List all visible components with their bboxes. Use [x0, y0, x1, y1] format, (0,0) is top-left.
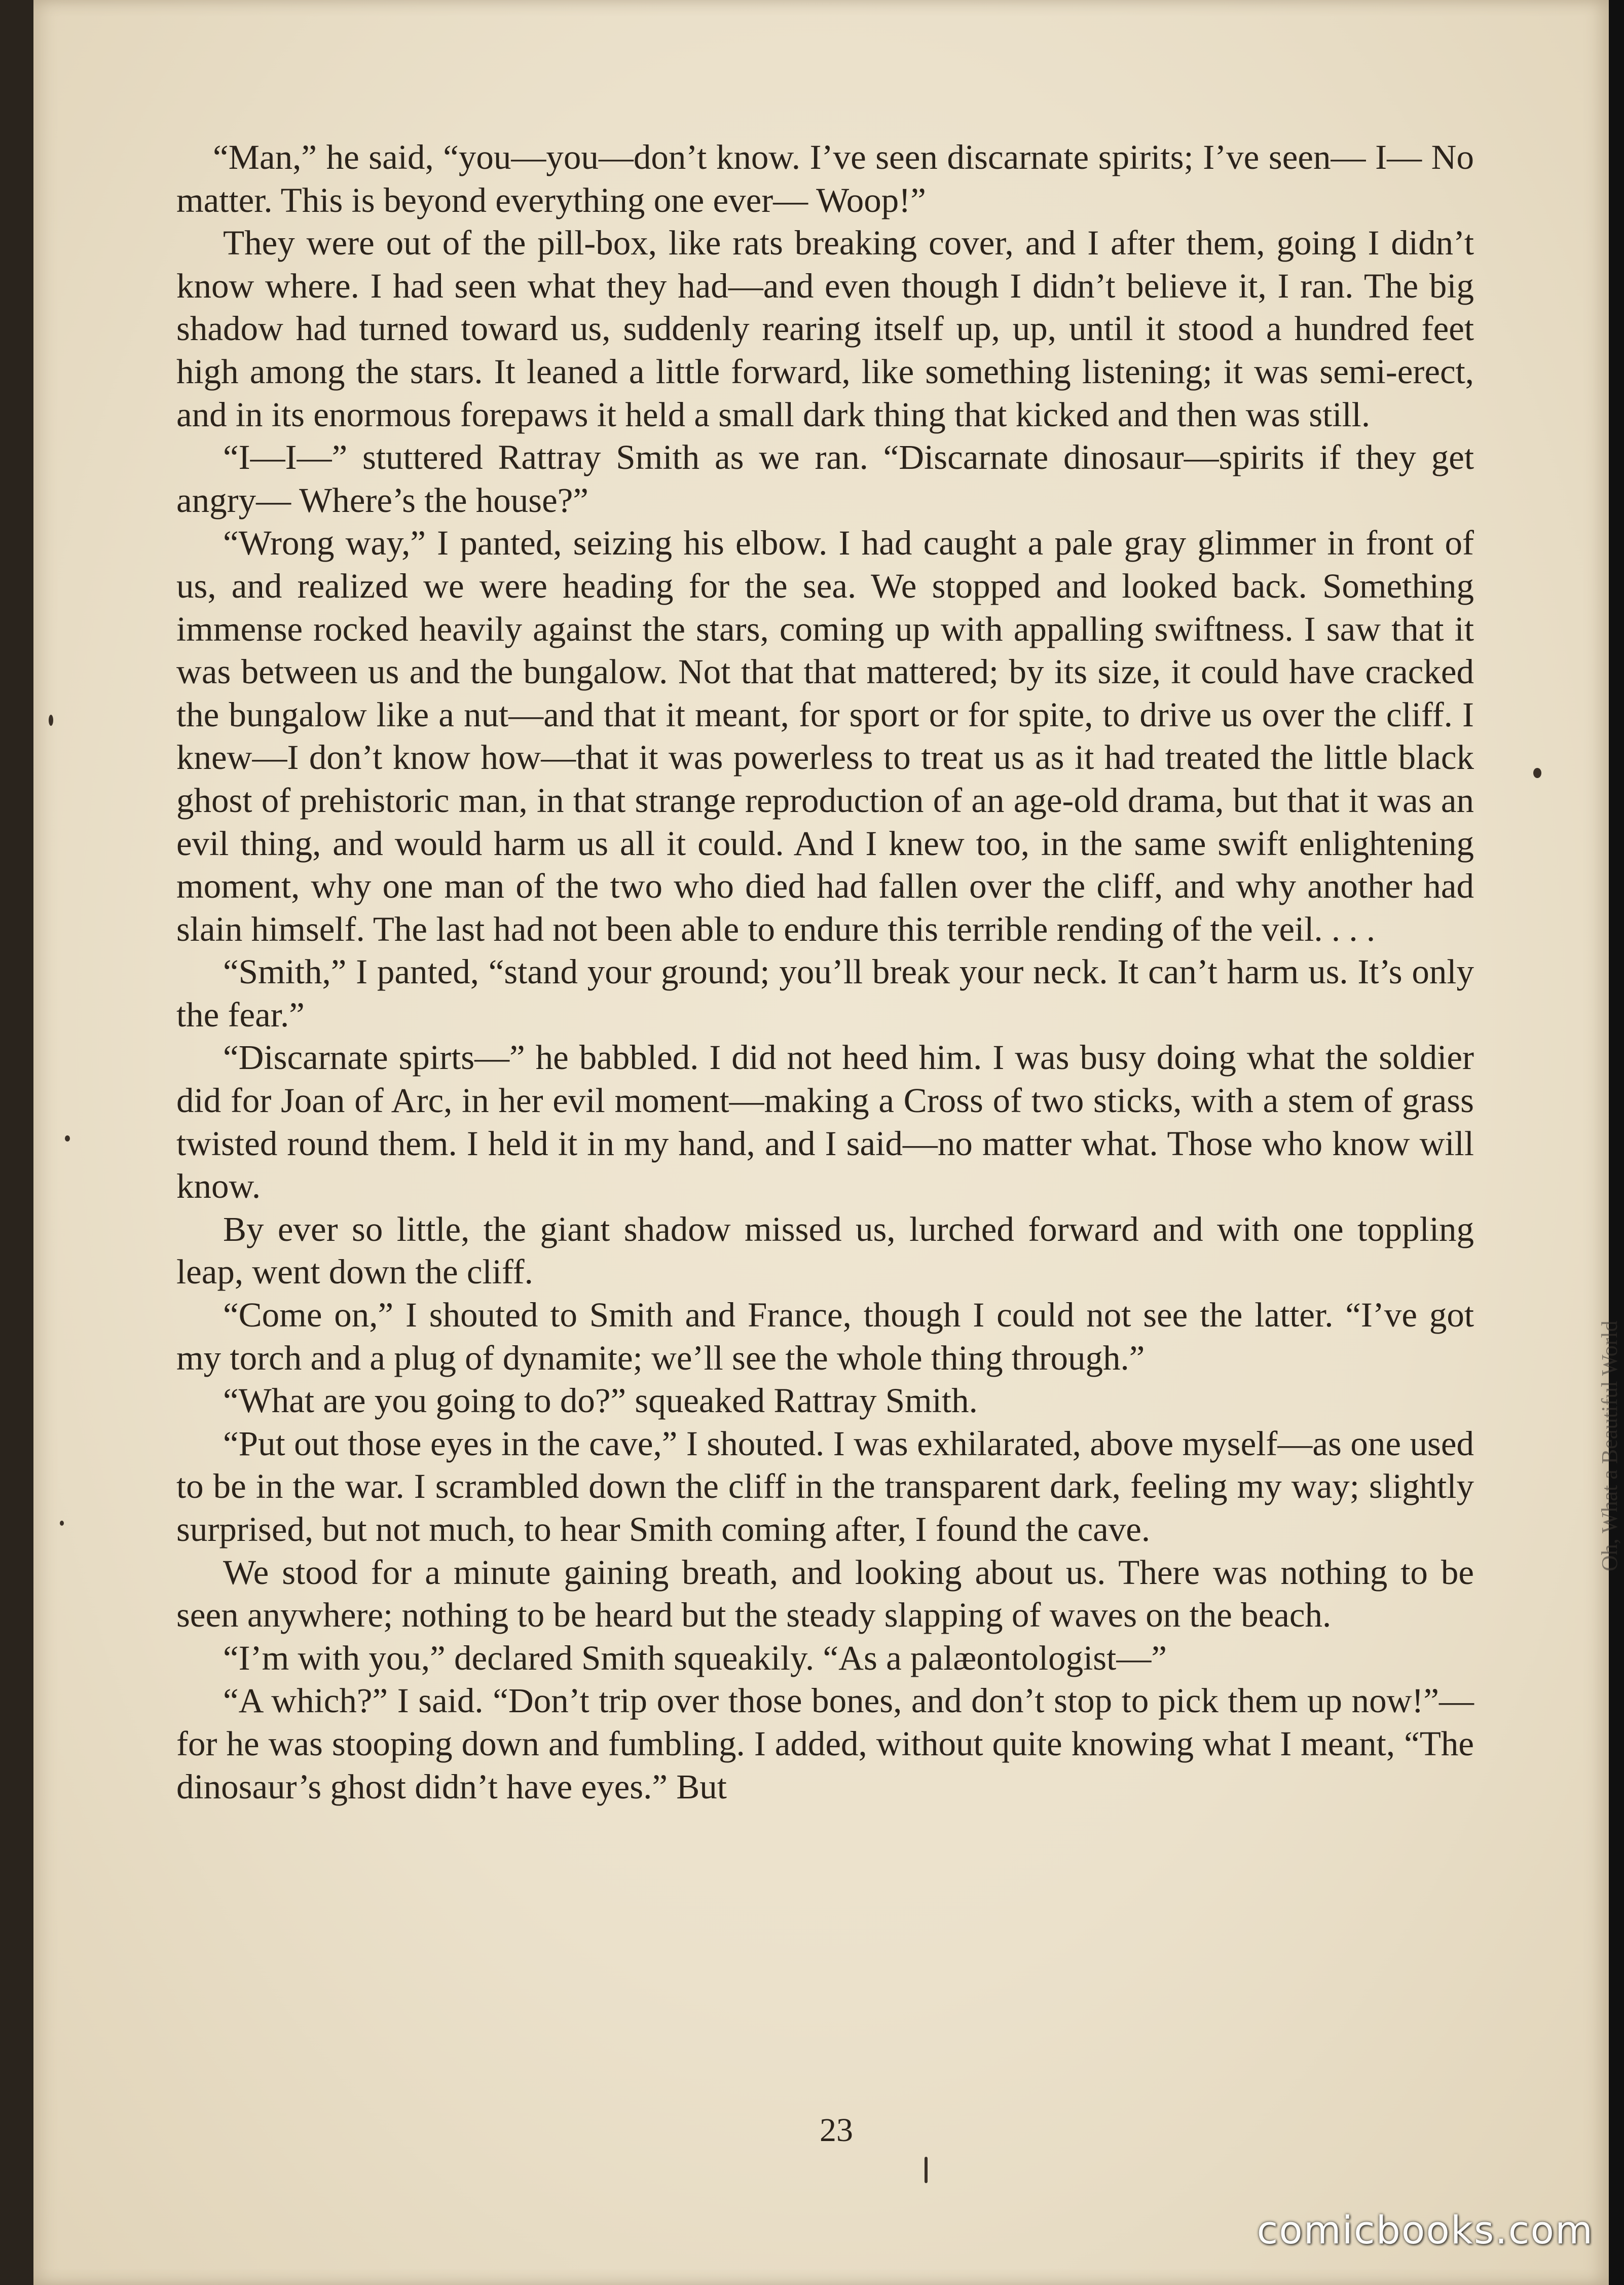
paragraph: By ever so little, the giant shadow missed us, lurched forward and with one toppling leap, went down the cliff.: [176, 1209, 1474, 1292]
paragraph: “Discarnate spirts—” he babbled. I did not heed him. I was busy doing what the soldier did for Joan of Arc, in her evil moment—making a Cross of two sticks, with a stem of grass twisted round them. I held it in my hand, and I said—no matter what. Those who know will know.: [176, 1038, 1474, 1206]
bleed-through-text: Oh, What a Beautiful World: [1597, 1320, 1622, 1571]
paper-speck: [925, 2157, 928, 2183]
watermark: comicbooks.com: [1257, 2207, 1594, 2253]
paper-speck: [1533, 768, 1541, 778]
page-number: 23: [820, 2112, 853, 2149]
paragraph: They were out of the pill-box, like rats breaking cover, and I after them, going I didn’t know where. I had seen what they had—and even though I didn’t believe it, I ran. The big shadow had turned toward us, suddenly rearing itself up, up, until it stood a hundred feet high among the stars. It leaned a little forward, like something listening; it was semi-erect, and in its enormous forepaws it held a small dark thing that kicked and then was still.: [176, 224, 1474, 434]
paragraph: “A which?” I said. “Don’t trip over those bones, and don’t stop to pick them up now!”—for he was stooping down and fumbling. I added, without quite knowing what I meant, “The dinosaur’s ghost didn’t have eyes.” But: [176, 1681, 1474, 1806]
paragraph: “Man,” he said, “you—you—don’t know. I’ve seen discarnate spirits; I’ve seen— I— No matter. This is beyond everything one ever— Woop!”: [176, 138, 1474, 219]
paragraph: “What are you going to do?” squeaked Rattray Smith.: [223, 1381, 978, 1420]
paper-speck: [60, 1521, 64, 1526]
paragraph: “Come on,” I shouted to Smith and France, though I could not see the latter. “I’ve got my torch and a plug of dynamite; we’ll see the whole thing through.”: [176, 1296, 1474, 1377]
paragraph: “I—I—” stuttered Rattray Smith as we ran. “Discarnate dinosaur—spirits if they get angry— Where’s the house?”: [176, 438, 1474, 520]
paragraph: “Wrong way,” I panted, seizing his elbow. I had caught a pale gray glimmer in front of us, and realized we were heading for the sea. We stopped and looked back. Something immense rocked heavily against the stars, coming up with appalling swiftness. I saw that it was between us and the bungalow. Not that that mattered; by its size, it could have cracked the bungalow like a nut—and that it meant, for sport or for spite, to drive us over the cliff. I knew—I don’t know how—that it was powerless to treat us as it had treated the little black ghost of prehistoric man, in that strange reproduction of an age-old drama, but that it was an evil thing, and would harm us all it could. And I knew too, in the same swift enlightening moment, why one man of the two who died had fallen over the cliff, and why another had slain himself. The last had not been able to endure this terrible rending of the veil. . . .: [176, 524, 1474, 948]
paragraph: “I’m with you,” declared Smith squeakily. “As a palæontologist—”: [223, 1638, 1167, 1677]
paper-speck: [49, 715, 53, 726]
paper-speck: [65, 1135, 70, 1141]
paragraph: We stood for a minute gaining breath, and looking about us. There was nothing to be seen anywhere; nothing to be heard but the steady slapping of waves on the beach.: [176, 1553, 1474, 1635]
paragraph: “Put out those eyes in the cave,” I shouted. I was exhilarated, above myself—as one used to be in the war. I scrambled down the cliff in the transparent dark, feeling my way; slightly surprised, but not much, to hear Smith coming after, I found the cave.: [176, 1424, 1474, 1549]
body-text: [176, 136, 1474, 1808]
paragraph: “Smith,” I panted, “stand your ground; you’ll break your neck. It can’t harm us. It’s only the fear.”: [176, 952, 1474, 1034]
